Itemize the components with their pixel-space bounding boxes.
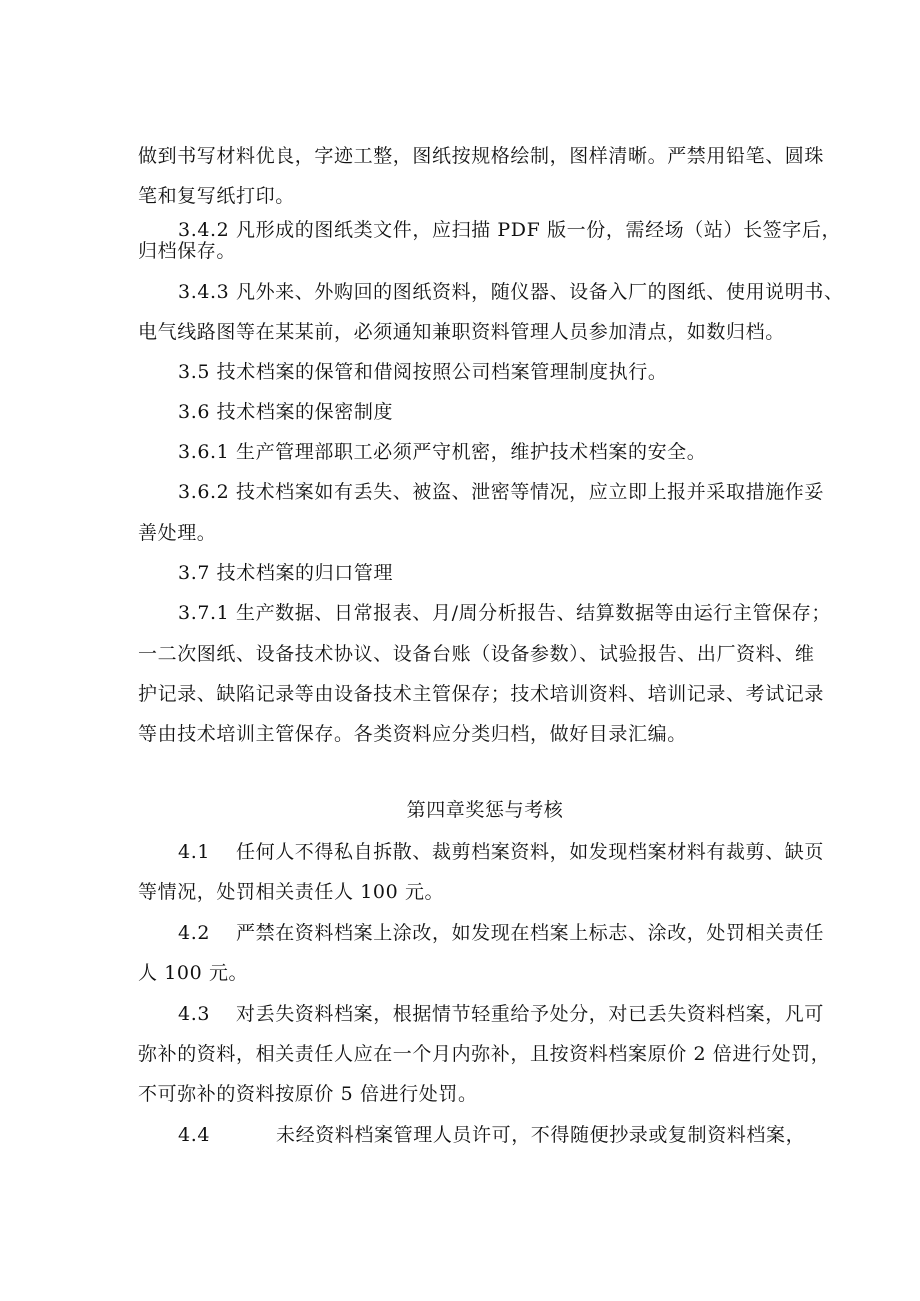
text-line: 电气线路图等在某某前，必须通知兼职资料管理人员参加清点，如数归档。 (138, 321, 785, 343)
rule-number: 4.3 (178, 1003, 211, 1025)
rule-text: 未经资料档案管理人员许可，不得随便抄录或复制资料档案， (276, 1124, 806, 1146)
rule-continuation: 弥补的资料，相关责任人应在一个月内弥补，且按资料档案原价 2 倍进行处罚， (138, 1043, 831, 1065)
text-line: 笔和复写纸打印。 (138, 185, 295, 207)
text-line: 归档保存。 (138, 240, 237, 262)
text-line: 做到书写材料优良，字迹工整，图纸按规格绘制，图样清晰。严禁用铅笔、圆珠 (138, 145, 825, 167)
text-line: 一二次图纸、设备技术协议、设备台账（设备参数）、试验报告、出厂资料、维 (138, 643, 815, 665)
rule-line (178, 841, 824, 863)
rule-number: 4.4 (178, 1124, 211, 1146)
rule-line (178, 1124, 805, 1146)
section-heading: 3.7 技术档案的归口管理 (178, 562, 394, 584)
rule-line (178, 922, 824, 944)
rule-number: 4.2 (178, 922, 211, 944)
rule-continuation: 等情况，处罚相关责任人 100 元。 (138, 881, 445, 903)
text-line: 护记录、缺陷记录等由设备技术主管保存；技术培训资料、培训记录、考试记录 (138, 683, 825, 705)
text-line: 等由技术培训主管保存。各类资料应分类归档，做好目录汇编。 (138, 723, 687, 745)
rule-continuation: 不可弥补的资料按原价 5 倍进行处罚。 (138, 1083, 478, 1105)
text-line: 善处理。 (138, 522, 217, 544)
rule-number: 4.1 (178, 841, 211, 863)
rule-line (178, 1003, 824, 1025)
text-line: 3.6.2 技术档案如有丢失、被盗、泄密等情况，应立即上报并采取措施作妥 (178, 481, 824, 503)
text-line: 3.4.3 凡外来、外购回的图纸资料，随仪器、设备入厂的图纸、使用说明书、 (178, 281, 844, 303)
rule-continuation: 人 100 元。 (138, 962, 249, 984)
rule-text: 严禁在资料档案上涂改，如发现在档案上标志、涂改，处罚相关责任 (236, 922, 825, 944)
rule-text: 对丢失资料档案，根据情节轻重给予处分，对已丢失资料档案，凡可 (236, 1003, 825, 1025)
section-heading: 3.6 技术档案的保密制度 (178, 401, 394, 423)
text-line: 3.6.1 生产管理部职工必须严守机密，维护技术档案的安全。 (178, 441, 707, 463)
text-line: 3.7.1 生产数据、日常报表、月/周分析报告、结算数据等由运行主管保存； (178, 602, 831, 624)
rule-text: 任何人不得私自拆散、裁剪档案资料，如发现档案材料有裁剪、缺页 (236, 841, 825, 863)
chapter-title: 第四章奖惩与考核 (406, 799, 564, 821)
section-heading: 3.5 技术档案的保管和借阅按照公司档案管理制度执行。 (178, 361, 668, 383)
text-line: 3.4.2 凡形成的图纸类文件，应扫描 PDF 版一份，需经场（站）长签字后， (178, 219, 842, 241)
